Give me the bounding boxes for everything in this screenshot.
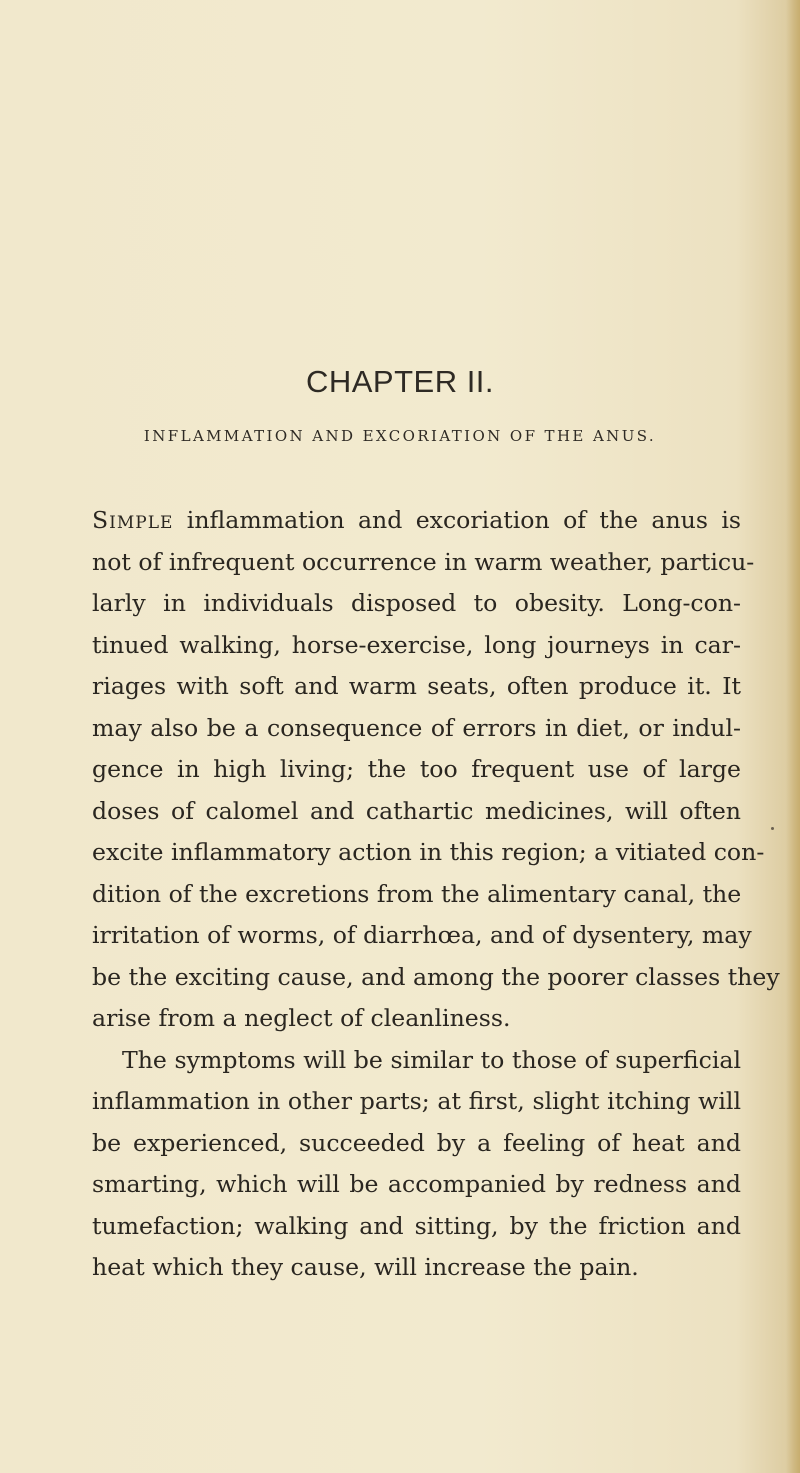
paragraph-lead-word: Simple <box>92 506 174 534</box>
text-line: larly in individuals disposed to obesity. Long-con- <box>92 589 741 617</box>
text-line: may also be a consequence of errors in diet, or indul- <box>92 713 741 742</box>
page-edge-shadow <box>786 0 800 1473</box>
text-line: The symptoms will be similar to those of superficial <box>122 1045 741 1074</box>
text-line: doses of calomel and cathartic medicines, will often <box>92 796 741 825</box>
paragraph-1 <box>92 500 780 1040</box>
text-line: gence in high living; the too frequent use of large <box>92 755 741 783</box>
text-line: be the exciting cause, and among the poorer classes they <box>92 962 780 991</box>
text-line: riages with soft and warm seats, often produce it. It <box>92 672 741 700</box>
text-line: not of infrequent occurrence in warm weather, particu- <box>92 547 755 576</box>
text-line: be experienced, succeeded by a feeling of heat and <box>92 1128 741 1157</box>
text-line: heat which they cause, will increase the pain. <box>92 1253 639 1281</box>
text-line: inflammation in other parts; at first, slight itching will <box>92 1087 741 1115</box>
body-text <box>92 500 780 1289</box>
paragraph-2 <box>92 1040 741 1289</box>
text-line: excite inflammatory action in this region; a vitiated con- <box>92 838 765 866</box>
chapter-title: CHAPTER II. <box>305 364 495 399</box>
text-line: dition of the excretions from the alimentary canal, the <box>92 879 742 908</box>
paper-speck <box>771 827 774 830</box>
text-line: Simple inflammation and excoriation of the anus is <box>92 506 741 534</box>
chapter-subtitle: INFLAMMATION AND EXCORIATION OF THE ANUS. <box>143 427 657 445</box>
text-line: irritation of worms, of diarrhœa, and of dysentery, may <box>92 921 752 949</box>
text-line: tinued walking, horse-exercise, long journeys in car- <box>92 630 741 659</box>
text-line: arise from a neglect of cleanliness. <box>92 1004 511 1032</box>
text-line: tumefaction; walking and sitting, by the friction and <box>92 1211 741 1240</box>
text-line: smarting, which will be accompanied by redness and <box>92 1170 741 1198</box>
